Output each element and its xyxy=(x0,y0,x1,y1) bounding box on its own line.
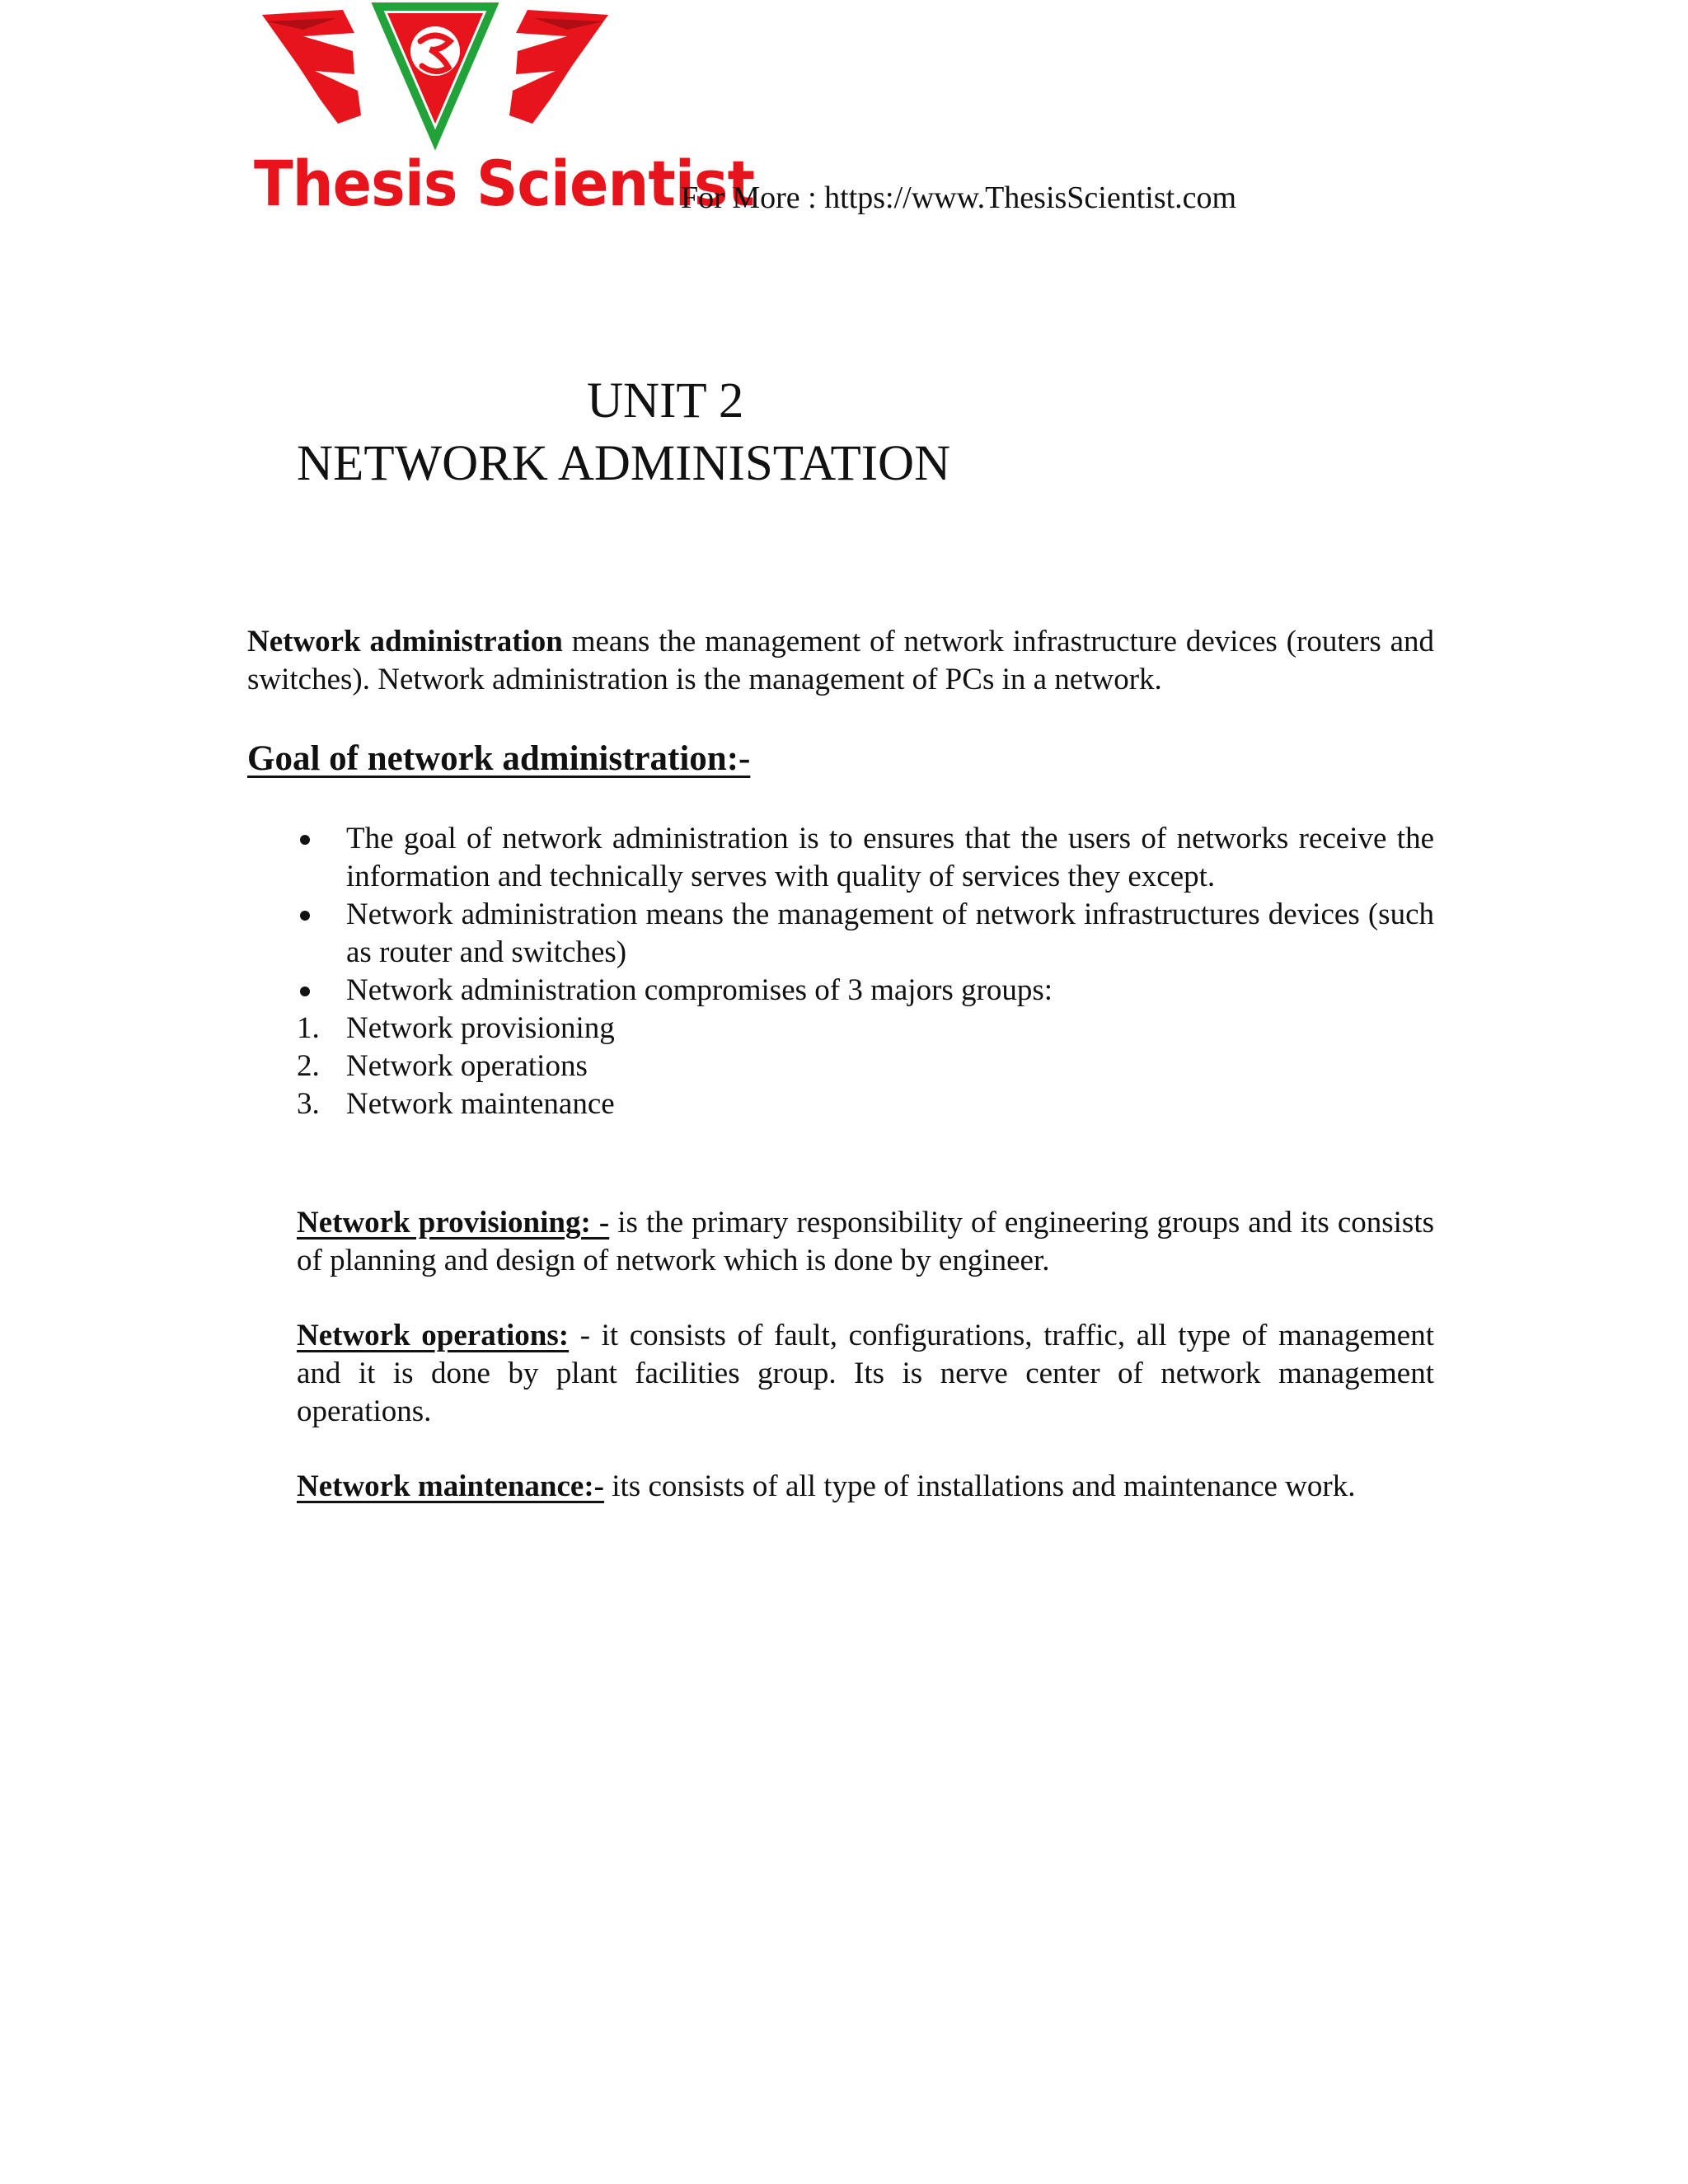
provisioning-text: is the primary responsibility of engineering groups and its consists of planning and design of network which is done by engineer. xyxy=(297,1206,1434,1277)
website-link-text: For More : https://www.ThesisScientist.com xyxy=(681,180,1237,215)
list-item xyxy=(297,896,1434,972)
list-item xyxy=(297,1047,1434,1085)
maintenance-text: its consists of all type of installations and maintenance work. xyxy=(604,1469,1356,1503)
intro-paragraph xyxy=(247,623,1434,699)
bullet-text: Network administration means the management of network infrastructures devices (such as router and switches) xyxy=(346,898,1434,969)
group-label: Network maintenance xyxy=(346,1087,615,1121)
thesis-scientist-logo xyxy=(246,0,755,223)
operations-paragraph xyxy=(297,1317,1434,1431)
operations-term: Network operations: xyxy=(297,1319,570,1352)
logo-wordmark: Thesis Scientist xyxy=(254,147,755,220)
intro-term: Network administration xyxy=(247,625,563,658)
list-item xyxy=(297,1010,1434,1047)
operations-text: - it consists of fault, configurations, traffic, all type of management and it is done by plant facilities group. Its is nerve center of network management operations. xyxy=(297,1319,1434,1428)
goal-list xyxy=(297,820,1434,1123)
maintenance-paragraph xyxy=(297,1468,1434,1506)
bullet-text: Network administration compromises of 3 majors groups: xyxy=(346,973,1053,1007)
unit-subtitle: NETWORK ADMINISTATION xyxy=(297,436,951,491)
list-item xyxy=(297,972,1434,1010)
list-item xyxy=(297,1085,1434,1123)
number-marker: 2. xyxy=(297,1049,320,1083)
intro-text: means the management of network infrastructure devices (routers and switches). Network administration is the management of PCs in a network. xyxy=(247,625,1434,696)
number-marker: 1. xyxy=(297,1011,320,1045)
number-marker: 3. xyxy=(297,1087,320,1121)
group-label: Network provisioning xyxy=(346,1011,615,1045)
provisioning-paragraph xyxy=(297,1204,1434,1280)
list-item xyxy=(297,820,1434,896)
group-label: Network operations xyxy=(346,1049,588,1083)
provisioning-term: Network provisioning: - xyxy=(297,1206,610,1240)
bullet-text: The goal of network administration is to ensures that the users of networks receive the information and technically serves with quality of services they except. xyxy=(346,822,1434,893)
maintenance-term: Network maintenance:- xyxy=(297,1469,604,1503)
unit-title: UNIT 2 xyxy=(587,373,744,429)
winged-emblem-icon xyxy=(246,0,625,157)
goal-heading: Goal of network administration:- xyxy=(247,739,751,778)
